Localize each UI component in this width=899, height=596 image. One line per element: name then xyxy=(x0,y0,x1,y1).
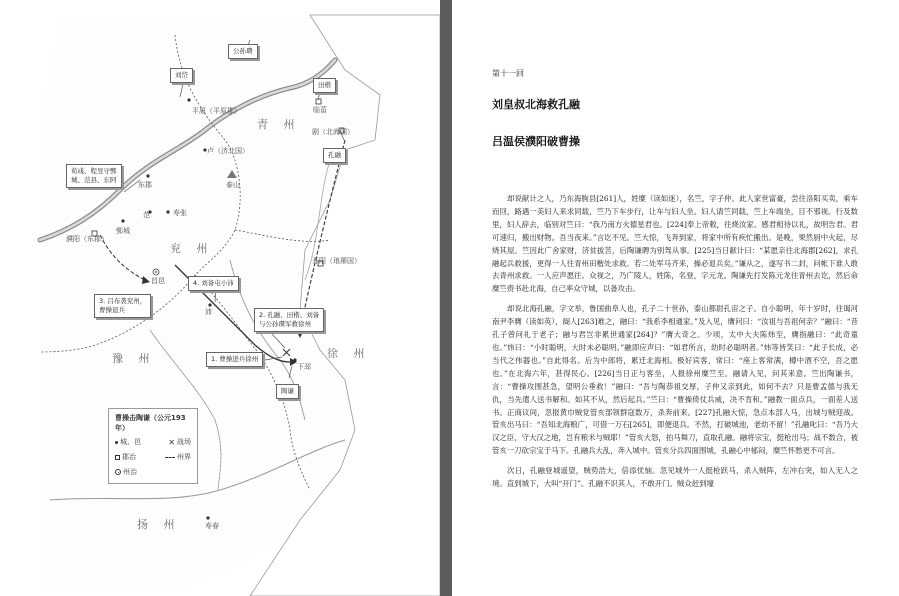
place-label-pei: 沛 xyxy=(205,308,212,316)
place-label-fan: 范 xyxy=(143,211,150,219)
region-label-yuzhou: 豫 州 xyxy=(112,352,156,365)
map-legend xyxy=(108,408,198,484)
callout-xunyu: 荀彧、程昱守鄄 城、范县、东阿 xyxy=(66,164,122,188)
map-canvas xyxy=(0,0,440,596)
legend-battle-label: 战场 xyxy=(177,438,191,446)
callout-liubei-rescue: 2. 孔融、田楷、刘备 与公孙瓒军救徐州 xyxy=(254,308,324,332)
region-label-yangzhou: 扬 州 xyxy=(137,518,181,531)
place-label-shouzhang: 寿张 xyxy=(173,209,187,217)
legend-capital-label: 州治 xyxy=(123,468,137,476)
region-label-yanzhou: 兖 州 xyxy=(170,242,214,255)
paragraph: 却说北海孔融，字文举，鲁国曲阜人也，孔子二十世孙，泰山都尉孔宙之子。自小聪明，年十岁时，往谒河南尹李膺（读如英），阍人[263]难之，融曰：“我系李相通家。”及入见，膺问曰：“汝祖与吾祖何亲？”融曰：“昔孔子曾问礼于老子；融与君岂非累世通家[264]？”膺大奇之。少顷，太中大夫陈炜至，膺指融曰：“此奇童也。”炜曰：“小时聪明，大时未必聪明。”融即应声曰：“如君所言，幼时必聪明者。”炜等皆笑曰：“此子长成，必当代之伟器也。”自此得名。后为中郎将，累迁北海相。极好宾客，常曰：“座上客常满，樽中酒不空，吾之愿也。”在北海六年，甚得民心。[226]当日正与客坐，人报徐州糜竺至。融请入见，问其来意。竺出陶谦书，言：“曹操攻围甚急，望明公垂救！”融曰：“吾与陶恭祖交厚，子仲又亲到此，如何不去？只是曹孟德与我无仇，当先遣人送书解和。如其不从，然后起兵。”竺曰：“曹操倚仗兵威，决不肯和。”融教一面点兵，一面差人送书。正商议间，忽报黄巾贼党管亥部领群寇数万，杀奔前来。[227]孔融大惊，急点本部人马，出城与贼迎战。管亥出马曰：“吾知北海粮广，可借一万石[265]，即便退兵。不然，打破城池，老幼不留！”孔融叱曰：“吾乃大汉之臣，守大汉之地，岂有粮米与贼耶！”管亥大怒，拍马舞刀，直取孔融。融将宗宝，挺枪出马；战不数合，被管亥一刀砍宗宝于马下。孔融兵大乱，奔入城中。管亥分兵四面围城，孔融心中郁闷，糜竺怀愁更不可言。 xyxy=(492,304,858,456)
legend-county-icon xyxy=(115,455,120,460)
chapter-heading-2: 吕温侯濮阳破曹操 xyxy=(492,135,580,148)
legend-city-icon xyxy=(115,441,118,444)
callout-taoqian: 陶谦 xyxy=(276,384,299,399)
callout-tiankai: 田楷 xyxy=(313,78,336,93)
callout-caocao-attack: 1. 曹操进兵徐州 xyxy=(206,352,263,367)
callout-lvbu: 3. 吕布袭兖州， 曹操退兵 xyxy=(94,294,151,318)
book-gutter xyxy=(440,0,452,596)
text-page xyxy=(452,0,899,596)
place-label-taishan: 泰山 xyxy=(226,181,240,189)
place-label-kaiyang: 开阳（琅琊国） xyxy=(312,257,361,265)
chapter-number: 第十一回 xyxy=(492,69,524,78)
city-marker-shouzhang xyxy=(166,210,169,213)
callout-liubei-xiaopei: 4. 刘备屯小沛 xyxy=(188,276,239,291)
city-marker-juancheng xyxy=(121,219,124,222)
legend-county-label: 郡治 xyxy=(122,453,136,461)
place-label-linzi: 临菑 xyxy=(313,106,327,114)
place-label-lu: 卢（济北国） xyxy=(207,147,249,155)
region-label-xuzhou: 徐 州 xyxy=(327,347,371,360)
legend-capital-icon xyxy=(115,469,121,475)
place-label-xiapi: 下邳 xyxy=(297,363,311,371)
place-label-ju: 剧（北海国） xyxy=(312,128,354,136)
city-marker-pingyuan xyxy=(187,98,190,101)
paragraph: 次日，孔融登城遥望，贼势浩大，倍添忧恼。忽见城外一人挺枪跃马，杀入贼阵，左冲右突，如入无人之境。直到城下，大叫“开门”。孔融不识其人，不敢开门。贼众赶到壕 xyxy=(492,466,858,489)
body-text xyxy=(492,193,858,498)
legend-boundary-label: 州界 xyxy=(177,453,191,461)
legend-city-label: 城、邑 xyxy=(120,438,141,446)
callout-gongsunzan: 公孙瓒 xyxy=(228,44,258,59)
callout-liudai: 刘岱 xyxy=(170,68,193,83)
legend-title: 曹操击陶谦（公元193年） xyxy=(115,414,186,432)
callout-kongrong: 孔融 xyxy=(323,148,346,163)
chapter-heading-1: 刘皇叔北海救孔融 xyxy=(492,98,580,111)
place-label-shouchun: 寿春 xyxy=(205,522,219,530)
place-label-pingyuan: 平原（平原郡） xyxy=(192,107,241,115)
place-label-dongjun: 东郡 xyxy=(138,181,152,189)
place-label-juancheng: 鄄城 xyxy=(116,227,130,235)
legend-battle-icon: ✕ xyxy=(168,437,175,447)
region-label-qingzhou: 青 州 xyxy=(257,118,301,131)
legend-boundary-icon xyxy=(165,457,175,458)
place-label-puyang: 濮阳（东郡） xyxy=(66,235,108,243)
map-page xyxy=(0,0,440,596)
city-marker-shouchun xyxy=(206,516,209,519)
paragraph: 却说献计之人，乃东海朐县[261]人，姓糜（读如迷），名竺，字子仲。此人家世富豪，尝往洛阳买卖，乘车而回，路遇一美妇人来求同载，竺乃下车步行，让车与妇人坐。妇人请竺同载，竺上车端坐，目不邪视。行及数里，妇人辞去，临别对竺曰：“我乃南方火德星君也。[224]奉上帝敕，往烧汝家。感君相待以礼，故明告君。君可速归，搬出财物。吾当夜来。”言讫不见。竺大惊，飞奔到家，将家中所有疾忙搬出。是晚，果然厨中火起，尽烧其屋。竺因此广舍家财，济贫拔苦，后陶谦聘为别驾从事。[225]当日献计曰：“某愿亲往北海郡[262]，求孔融起兵救援，更得一人往青州田楷处求救。若二处军马齐来，操必退兵矣。”谦从之，遂写书二封，问帐下谁人敢去青州求救。一人应声愿往。众视之，乃广陵人，姓陈，名登，字元龙。陶谦先打发陈元龙往青州去讫，然后命糜竺赍书赴北海，自己率众守城，以备攻击。 xyxy=(492,194,858,294)
place-label-juxian: 昌邑 xyxy=(151,277,165,285)
city-marker-dongjun xyxy=(146,174,149,177)
